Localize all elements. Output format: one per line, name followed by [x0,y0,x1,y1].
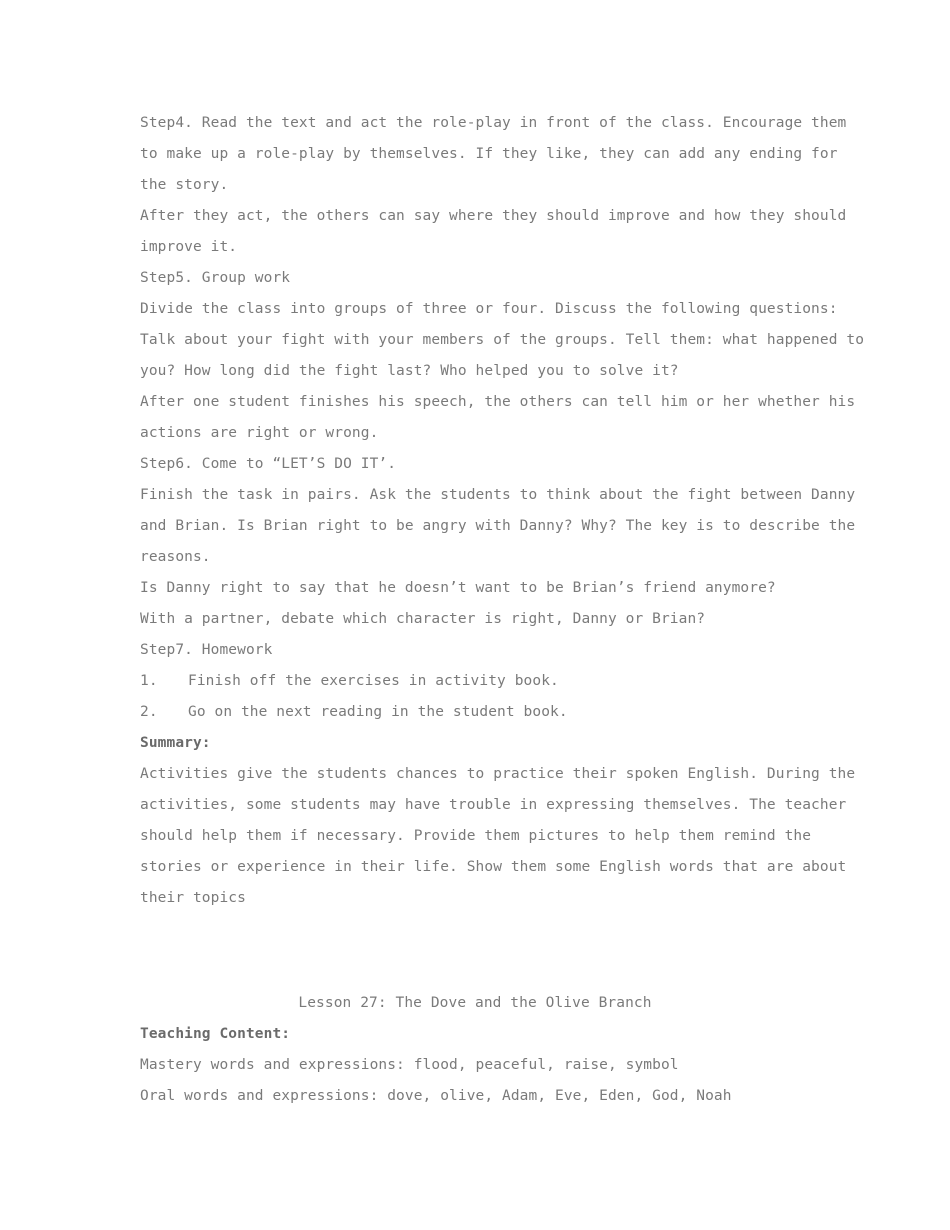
step6-line: and Brian. Is Brian right to be angry with Danny? Why? The key is to describe the [140,518,856,534]
homework-item-text: Finish off the exercises in activity book. [188,673,559,689]
step5-section [140,263,865,449]
step6-line: Is Danny right to say that he doesn’t want to be Brian’s friend anymore? [140,580,776,596]
step5-line: Talk about your fight with your members of the groups. Tell them: what happened to [140,332,865,348]
step7-section [140,635,820,728]
homework-item-number: 2. [140,704,158,720]
step6-line: With a partner, debate which character is right, Danny or Brian? [140,611,706,627]
summary-line: Activities give the students chances to practice their spoken English. During the [140,766,856,782]
homework-item-number: 1. [140,673,158,689]
step4-line: Step4. Read the text and act the role-play in front of the class. Encourage them [140,115,847,131]
step4-line: the story. [140,177,229,193]
section-spacer [140,914,820,988]
teaching-content-heading: Teaching Content: [140,1026,291,1042]
lesson-line: Oral words and expressions: dove, olive, Adam, Eve, Eden, God, Noah [140,1088,732,1104]
step6-line: reasons. [140,549,211,565]
step4-line: improve it. [140,239,238,255]
step4-line: to make up a role-play by themselves. If they like, they can add any ending for [140,146,838,162]
step5-line: After one student finishes his speech, the others can tell him or her whether his [140,394,856,410]
step6-line: Finish the task in pairs. Ask the students to think about the fight between Danny [140,487,856,503]
summary-section [140,728,856,914]
document-body [140,108,865,1112]
homework-item [140,697,820,728]
lesson-title: Lesson 27: The Dove and the Olive Branch [298,995,652,1011]
summary-heading: Summary: [140,735,211,751]
homework-item-text: Go on the next reading in the student book. [188,704,568,720]
summary-line: stories or experience in their life. Show them some English words that are about [140,859,847,875]
lesson-section [140,988,820,1112]
step5-line: Divide the class into groups of three or four. Discuss the following questions: [140,301,838,317]
step6-title: Step6. Come to “LET’S DO IT’. [140,456,397,472]
step7-title: Step7. Homework [140,642,273,658]
step5-title: Step5. Group work [140,270,291,286]
summary-line: should help them if necessary. Provide them pictures to help them remind the [140,828,812,844]
summary-line: their topics [140,890,246,906]
lesson-line: Mastery words and expressions: flood, peaceful, raise, symbol [140,1057,679,1073]
homework-item [140,666,820,697]
step4-line: After they act, the others can say where they should improve and how they should [140,208,847,224]
step5-line: actions are right or wrong. [140,425,379,441]
step5-line: you? How long did the fight last? Who helped you to solve it? [140,363,679,379]
step4-section [140,108,847,263]
summary-line: activities, some students may have trouble in expressing themselves. The teacher [140,797,847,813]
step6-section [140,449,856,635]
